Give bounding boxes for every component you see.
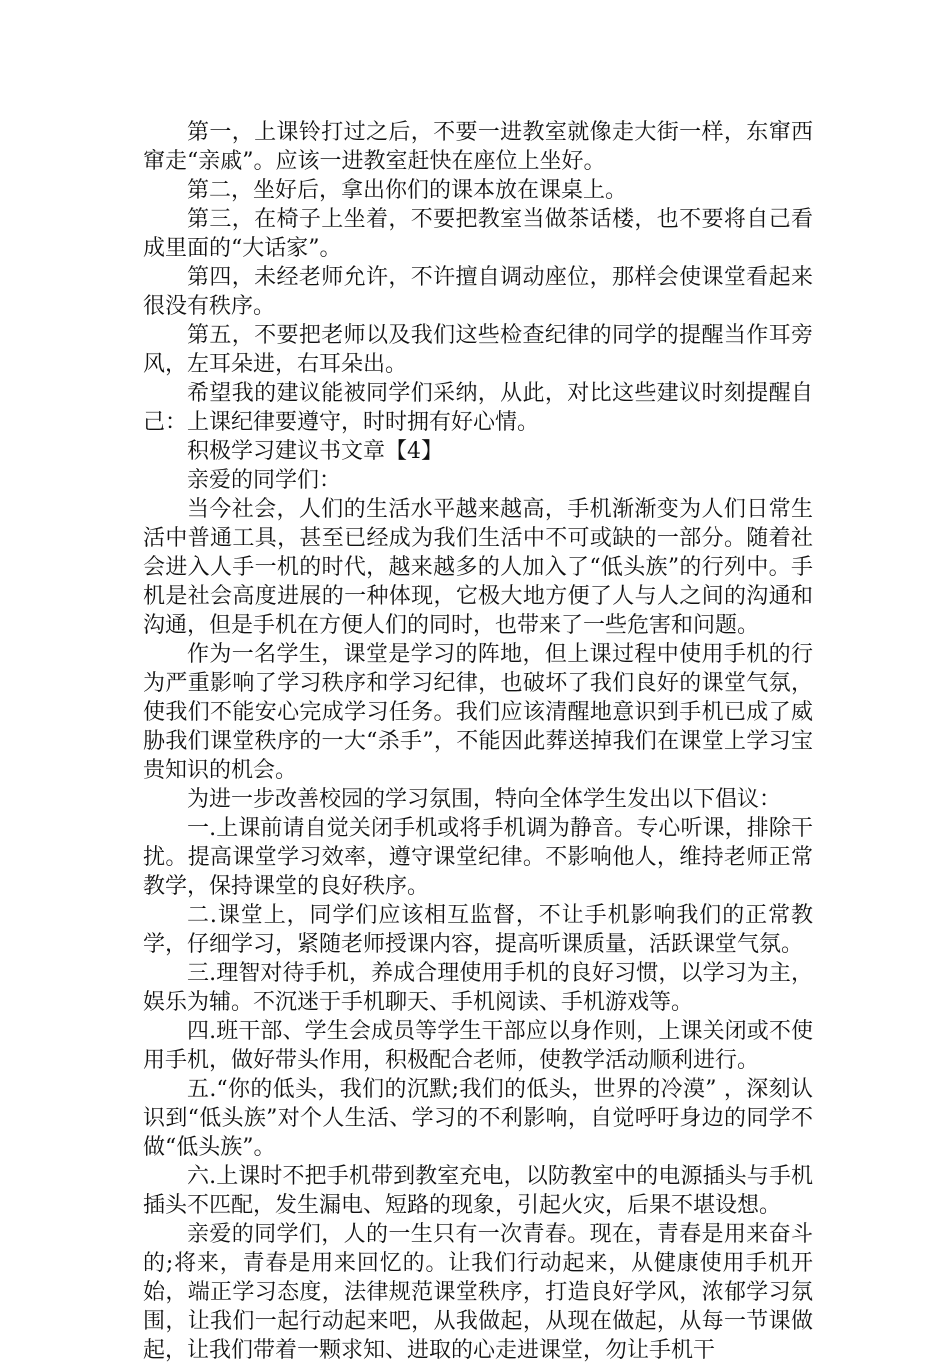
proposal-item-1: 一.上课前请自觉关闭手机或将手机调为静音。专心听课，排除干扰。提高课堂学习效率，遵守课堂纪律。不影响他人，维持老师正常教学，保持课堂的良好秩序。 [143, 816, 813, 899]
section-heading: 积极学习建议书文章【4】 [187, 439, 443, 464]
proposal-item-4: 四.班干部、学生会成员等学生干部应以身作则，上课关闭或不使用手机，做好带头作用，积极配合老师，使教学活动顺利进行。 [143, 1019, 813, 1073]
proposal-item-5: 五.“你的低头，我们的沉默;我们的低头，世界的冷漠” ，深刻认识到“低头族”对个人生活、学习的不利影响，自觉呼吁身边的同学不做“低头族”。 [143, 1077, 813, 1160]
proposal-item-2: 二.课堂上，同学们应该相互监督，不让手机影响我们的正常教学，仔细学习，紧随老师授课内容，提高听课质量，活跃课堂气氛。 [143, 903, 813, 957]
paragraph-student: 作为一名学生，课堂是学习的阵地，但上课过程中使用手机的行为严重影响了学习秩序和学习纪律，也破坏了我们良好的课堂气氛，使我们不能安心完成学习任务。我们应该清醒地意识到手机已成了威胁我们课堂秩序的一大“杀手”，不能因此葬送掉我们在课堂上学习宝贵知识的机会。 [143, 642, 813, 783]
proposal-item-3: 三.理智对待手机，养成合理使用手机的良好习惯，以学习为主，娱乐为辅。不沉迷于手机聊天、手机阅读、手机游戏等。 [143, 961, 813, 1015]
paragraph-closing: 亲爱的同学们，人的一生只有一次青春。现在，青春是用来奋斗的;将来，青春是用来回忆的。让我们行动起来，从健康使用手机开始，端正学习态度，法律规范课堂秩序，打造良好学风，浓郁学习氛围，让我们一起行动起来吧，从我做起，从现在做起，从每一节课做起，让我们带着一颗求知、进取的心走进课堂，勿让手机干 [143, 1222, 813, 1363]
paragraph-rule-2: 第二，坐好后，拿出你们的课本放在课桌上。 [187, 178, 628, 203]
paragraph-rule-3: 第三，在椅子上坐着，不要把教室当做茶话楼，也不要将自己看成里面的“大话家”。 [143, 207, 813, 261]
salutation: 亲爱的同学们： [187, 468, 342, 493]
paragraph-proposal-intro: 为进一步改善校园的学习氛围，特向全体学生发出以下倡议： [187, 787, 782, 812]
paragraph-intro: 当今社会，人们的生活水平越来越高，手机渐渐变为人们日常生活中普通工具，甚至已经成为我们生活中不可或缺的一部分。随着社会进入人手一机的时代，越来越多的人加入了“低头族”的行列中。手机是社会高度进展的一种体现，它极大地方便了人与人之间的沟通和沟通，但是手机在方便人们的同时，也带来了一些危害和问题。 [143, 497, 813, 638]
paragraph-rule-4: 第四，未经老师允许，不许擅自调动座位，那样会使课堂看起来很没有秩序。 [143, 265, 813, 319]
proposal-item-6: 六.上课时不把手机带到教室充电，以防教室中的电源插头与手机插头不匹配，发生漏电、短路的现象，引起火灾，后果不堪设想。 [143, 1164, 813, 1218]
paragraph-rule-5: 第五，不要把老师以及我们这些检查纪律的同学的提醒当作耳旁风，左耳朵进，右耳朵出。 [143, 323, 813, 377]
paragraph-hope: 希望我的建议能被同学们采纳，从此，对比这些建议时刻提醒自己：上课纪律要遵守，时时拥有好心情。 [143, 381, 813, 435]
paragraph-rule-1: 第一，上课铃打过之后，不要一进教室就像走大街一样，东窜西窜走“亲戚”。应该一进教室赶快在座位上坐好。 [143, 120, 813, 174]
document-body [143, 118, 813, 1365]
